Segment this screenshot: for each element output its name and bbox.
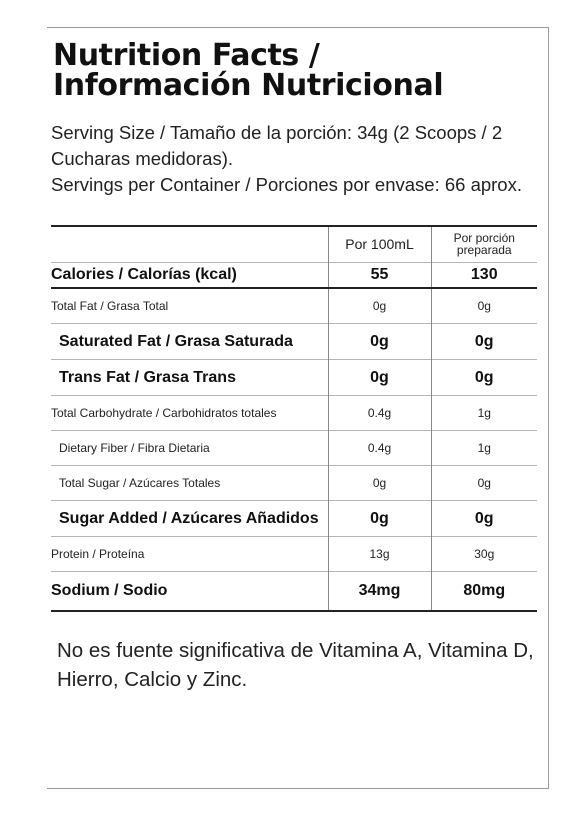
table-row-total-sugar: [51, 466, 537, 501]
nutrition-table: [51, 225, 537, 612]
title-line-1: Nutrition Facts /: [53, 38, 320, 73]
table-row-trans-fat: [51, 360, 537, 396]
value-per-100ml: 0g: [328, 501, 431, 537]
table-header-row: [51, 226, 537, 262]
table-row-total-fat: [51, 288, 537, 324]
nutrient-name: Dietary Fiber / Fibra Dietaria: [59, 441, 210, 455]
value-per-serving: 130: [431, 262, 537, 288]
value-per-serving: 0g: [431, 501, 537, 537]
value-per-serving: 0g: [431, 324, 537, 360]
header-per-100ml: Por 100mL: [328, 226, 431, 262]
label-title: [53, 38, 543, 103]
nutrient-name: Sugar Added / Azúcares Añadidos: [59, 509, 319, 527]
nutrient-name: Total Carbohydrate / Carbohidratos totales: [51, 406, 277, 420]
title-line-2: Información Nutricional: [53, 68, 444, 103]
nutrient-name: Trans Fat / Grasa Trans: [59, 368, 236, 386]
value-per-serving: 30g: [431, 537, 537, 572]
table-row-total-carbohydrate: [51, 396, 537, 431]
value-per-100ml: 0g: [328, 466, 431, 501]
nutrient-name: Protein / Proteína: [51, 547, 145, 561]
table-row-sugar-added: [51, 501, 537, 537]
header-per-serving-line-2: preparada: [456, 243, 512, 258]
serving-size: Serving Size / Tamaño de la porción: 34g (2 Scoops / 2 Cucharas medidoras).: [51, 122, 503, 169]
value-per-100ml: 34mg: [328, 572, 431, 612]
table-row-sodium: [51, 572, 537, 612]
table-row-dietary-fiber: [51, 431, 537, 466]
value-per-100ml: 0g: [328, 288, 431, 324]
value-per-100ml: 0.4g: [328, 396, 431, 431]
servings-per-container: Servings per Container / Porciones por envase: 66 aprox.: [51, 174, 522, 195]
table-row-saturated-fat: [51, 324, 537, 360]
value-per-serving: 0g: [431, 288, 537, 324]
value-per-serving: 0g: [431, 466, 537, 501]
value-per-serving: 1g: [431, 396, 537, 431]
serving-info: [51, 120, 543, 198]
header-per-serving: [431, 226, 537, 262]
nutrient-name: Saturated Fat / Grasa Saturada: [59, 332, 293, 350]
table-row-protein: [51, 537, 537, 572]
vitamin-note: No es fuente significativa de Vitamina A, Vitamina D, Hierro, Calcio y Zinc.: [57, 639, 534, 691]
nutrient-name: Total Sugar / Azúcares Totales: [59, 476, 221, 490]
nutrient-name: Total Fat / Grasa Total: [51, 299, 169, 313]
value-per-100ml: 0.4g: [328, 431, 431, 466]
header-blank: [51, 226, 328, 262]
value-per-100ml: 0g: [328, 324, 431, 360]
nutrient-name: Calories / Calorías (kcal): [51, 265, 237, 283]
value-per-100ml: 55: [328, 262, 431, 288]
value-per-100ml: 0g: [328, 360, 431, 396]
header-per-serving-line-1: Por porción: [453, 231, 515, 246]
value-per-serving: 1g: [431, 431, 537, 466]
nutrient-name: Sodium / Sodio: [51, 582, 168, 599]
table-row-calories: [51, 262, 537, 288]
nutrition-label: [47, 27, 549, 789]
value-per-serving: 80mg: [431, 572, 537, 612]
value-per-serving: 0g: [431, 360, 537, 396]
value-per-100ml: 13g: [328, 537, 431, 572]
